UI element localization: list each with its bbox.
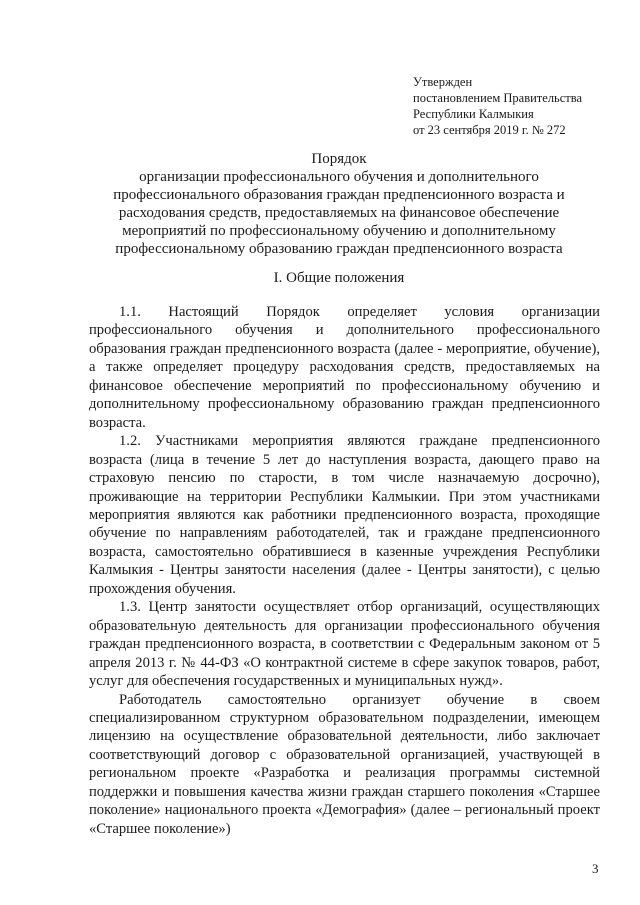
paragraph: Работодатель самостоятельно организует обучение в своем специализированном структурном образовательном подразделении, имеющем лицензию на осуществление образовательной деятельности, либо заключает соответствующий договор с образовательной организацией, участвующей в региональном проекте «Разработка и реализация программы системной поддержки и повышения качества жизни граждан старшего поколения «Старшее поколение» национального проекта «Демография» (далее – региональный проект «Старшее поколение») [89,691,600,837]
approval-line: постановлением Правительства [413,91,583,105]
approval-line: Республики Калмыкия [413,107,534,121]
approval-stamp [413,74,623,138]
page-number: 3 [592,861,599,876]
document-body [89,303,600,838]
approval-line: от 23 сентября 2019 г. № 272 [413,123,566,137]
paragraph: 1.3. Центр занятости осуществляет отбор организаций, осуществляющих образовательную деятельность для организации профессионального обучения граждан предпенсионного возраста, в соответствии с Федеральным законом от 5 апреля 2013 г. № 44-ФЗ «О контрактной системе в сфере закупок товаров, работ, услуг для обеспечения государственных и муниципальных нужд». [89,599,600,690]
section-heading: I. Общие положения [273,270,405,286]
paragraph: 1.1. Настоящий Порядок определяет условия организации профессионального обучения и дополнительного профессионального образования граждан предпенсионного возраста (далее - мероприятие, обучение), а также определяет процедуру расходования средств, предоставляемых на финансовое обеспечение мероприятий по профессиональному обучению и дополнительному профессиональному образованию граждан предпенсионного возраста. [89,304,600,431]
approval-line: Утвержден [413,75,473,89]
document-title: Порядок [311,151,367,167]
paragraph: 1.2. Участниками мероприятия являются граждане предпенсионного возраста (лица в течение 5 лет до наступления возраста, дающего право на страховую пенсию по старости, в том числе назначаемую досрочно), проживающие на территории Республики Калмыкии. При этом участниками мероприятия являются как работники предпенсионного возраста, проходящие обучение по направлениям работодателей, так и граждане предпенсионного возраста, самостоятельно обратившиеся в казенные учреждения Республики Калмыкия - Центры занятости населения (далее - Центры занятости), с целью прохождения обучения. [89,433,600,597]
document-subtitle: организации профессионального обучения и дополнительного профессионального образования граждан предпенсионного возраста и расходования средств, предоставляемых на финансовое обеспечение мероприятий по профессиональному обучению и дополнительному профессиональному образованию граждан предпенсионного возраста [113,169,565,257]
